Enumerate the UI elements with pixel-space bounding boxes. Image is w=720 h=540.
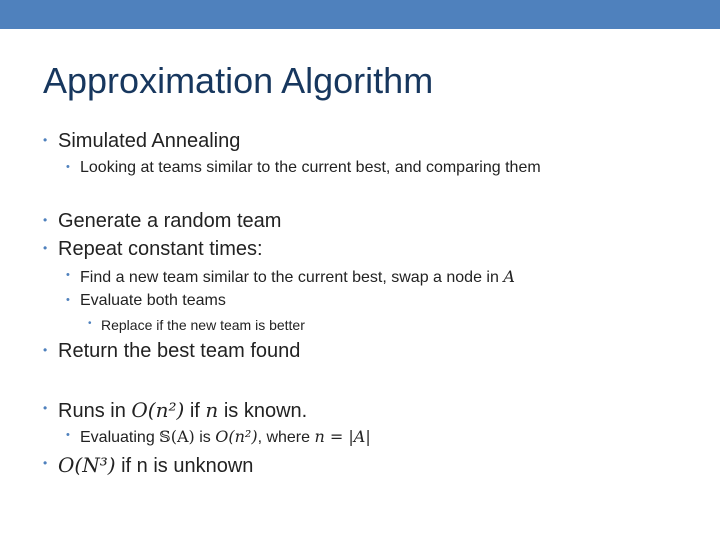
sub-sub-bullet-replace: • Replace if the new team is better	[88, 317, 305, 333]
bullet-simulated-annealing: • Simulated Annealing	[43, 130, 241, 152]
bullet-marker: •	[43, 456, 48, 470]
sub-bullet-evaluate: • Evaluate both teams	[66, 292, 226, 309]
bullet-marker: •	[43, 401, 48, 415]
top-accent-bar	[0, 0, 720, 29]
sub-bullet-looking: • Looking at teams similar to the current best, and comparing them	[66, 159, 541, 176]
bullet-marker: •	[43, 213, 48, 227]
math-s-a: 𝕊(A)	[159, 427, 195, 446]
bullet-marker: •	[66, 429, 70, 441]
math-o-n2-eval: O(n²)	[215, 427, 258, 446]
math-n-equals-a: n = |A|	[314, 427, 371, 446]
sub-bullet-evaluating: • Evaluating 𝕊(A) is O(n²), where n = |A|	[66, 427, 371, 446]
slide-title: Approximation Algorithm	[43, 60, 434, 101]
math-o-N3: O(N³)	[58, 453, 116, 477]
bullet-repeat: • Repeat constant times:	[43, 238, 263, 260]
bullet-marker: •	[66, 269, 70, 281]
bullet-return: • Return the best team found	[43, 340, 301, 362]
sub-bullet-find: • Find a new team similar to the current best, swap a node in A	[66, 267, 515, 286]
bullet-marker: •	[88, 318, 92, 329]
bullet-runs-in: • Runs in O(n²) if n is known.	[43, 398, 308, 422]
bullet-unknown-n: • O(N³) if n is unknown	[43, 453, 254, 477]
math-n: n	[205, 398, 219, 422]
bullet-marker: •	[66, 294, 70, 306]
bullet-marker: •	[43, 343, 48, 357]
math-a: A	[503, 267, 515, 286]
bullet-marker: •	[43, 241, 48, 255]
bullet-marker: •	[43, 133, 48, 147]
bullet-marker: •	[66, 161, 70, 173]
math-o-n2: O(n²)	[131, 398, 185, 422]
bullet-generate: • Generate a random team	[43, 210, 282, 232]
